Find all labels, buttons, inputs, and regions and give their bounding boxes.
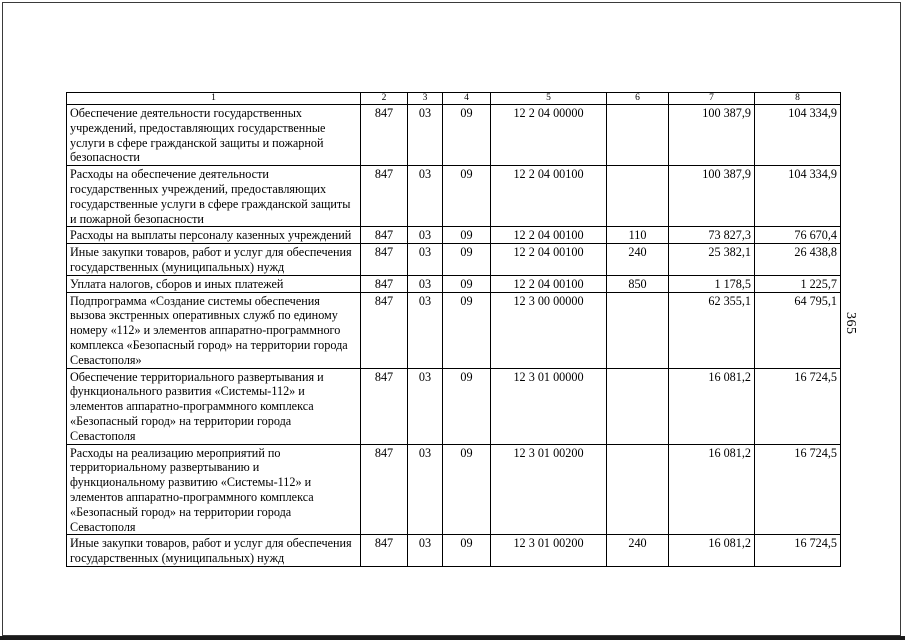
grbs-code: 847 xyxy=(361,227,408,244)
target-article-code: 12 3 01 00200 xyxy=(491,535,607,567)
amount-year-2: 104 334,9 xyxy=(755,105,841,166)
item-name: Обеспечение деятельности государственных учреждений, предоставляющих государственные услуги в сфере гражданской защиты и пожарной безопасности xyxy=(67,105,361,166)
table-body xyxy=(67,105,841,567)
subsection-code: 09 xyxy=(443,244,491,276)
table-row xyxy=(67,368,841,444)
subsection-code: 09 xyxy=(443,166,491,227)
amount-year-1: 100 387,9 xyxy=(669,105,755,166)
page-number: 365 xyxy=(843,312,858,335)
target-article-code: 12 2 04 00100 xyxy=(491,166,607,227)
target-article-code: 12 3 01 00200 xyxy=(491,444,607,535)
section-code: 03 xyxy=(408,244,443,276)
column-header: 7 xyxy=(669,93,755,105)
scan-edge xyxy=(0,636,905,640)
table-row xyxy=(67,292,841,368)
amount-year-1: 73 827,3 xyxy=(669,227,755,244)
amount-year-2: 104 334,9 xyxy=(755,166,841,227)
grbs-code: 847 xyxy=(361,166,408,227)
table-row xyxy=(67,105,841,166)
expense-type-code xyxy=(607,444,669,535)
table-row xyxy=(67,275,841,292)
grbs-code: 847 xyxy=(361,105,408,166)
grbs-code: 847 xyxy=(361,275,408,292)
table-row xyxy=(67,227,841,244)
target-article-code: 12 2 04 00000 xyxy=(491,105,607,166)
amount-year-2: 16 724,5 xyxy=(755,368,841,444)
budget-table xyxy=(66,92,841,567)
expense-type-code xyxy=(607,368,669,444)
subsection-code: 09 xyxy=(443,105,491,166)
expense-type-code: 110 xyxy=(607,227,669,244)
amount-year-1: 25 382,1 xyxy=(669,244,755,276)
item-name: Уплата налогов, сборов и иных платежей xyxy=(67,275,361,292)
section-code: 03 xyxy=(408,535,443,567)
subsection-code: 09 xyxy=(443,275,491,292)
item-name: Иные закупки товаров, работ и услуг для обеспечения государственных (муниципальных) нужд xyxy=(67,244,361,276)
column-header: 6 xyxy=(607,93,669,105)
amount-year-1: 1 178,5 xyxy=(669,275,755,292)
amount-year-2: 64 795,1 xyxy=(755,292,841,368)
grbs-code: 847 xyxy=(361,535,408,567)
column-header: 8 xyxy=(755,93,841,105)
amount-year-1: 16 081,2 xyxy=(669,368,755,444)
column-header: 1 xyxy=(67,93,361,105)
amount-year-2: 16 724,5 xyxy=(755,444,841,535)
subsection-code: 09 xyxy=(443,227,491,244)
target-article-code: 12 3 01 00000 xyxy=(491,368,607,444)
column-header: 2 xyxy=(361,93,408,105)
expense-type-code: 240 xyxy=(607,535,669,567)
grbs-code: 847 xyxy=(361,368,408,444)
amount-year-1: 100 387,9 xyxy=(669,166,755,227)
grbs-code: 847 xyxy=(361,244,408,276)
table-row xyxy=(67,444,841,535)
subsection-code: 09 xyxy=(443,535,491,567)
expense-type-code xyxy=(607,105,669,166)
amount-year-2: 1 225,7 xyxy=(755,275,841,292)
item-name: Подпрограмма «Создание системы обеспечения вызова экстренных оперативных служб по единому номеру «112» и элементов аппаратно-программного комплекса «Безопасный город» на территории города Севастополя» xyxy=(67,292,361,368)
column-header: 5 xyxy=(491,93,607,105)
table-row xyxy=(67,166,841,227)
grbs-code: 847 xyxy=(361,444,408,535)
target-article-code: 12 3 00 00000 xyxy=(491,292,607,368)
table-row xyxy=(67,535,841,567)
column-header: 4 xyxy=(443,93,491,105)
grbs-code: 847 xyxy=(361,292,408,368)
expense-type-code xyxy=(607,166,669,227)
amount-year-2: 16 724,5 xyxy=(755,535,841,567)
item-name: Расходы на обеспечение деятельности государственных учреждений, предоставляющих государственные услуги в сфере гражданской защиты и пожарной безопасности xyxy=(67,166,361,227)
target-article-code: 12 2 04 00100 xyxy=(491,275,607,292)
amount-year-2: 76 670,4 xyxy=(755,227,841,244)
subsection-code: 09 xyxy=(443,292,491,368)
subsection-code: 09 xyxy=(443,444,491,535)
header-row xyxy=(67,93,841,105)
table-row xyxy=(67,244,841,276)
section-code: 03 xyxy=(408,275,443,292)
expense-type-code xyxy=(607,292,669,368)
target-article-code: 12 2 04 00100 xyxy=(491,244,607,276)
section-code: 03 xyxy=(408,368,443,444)
amount-year-1: 62 355,1 xyxy=(669,292,755,368)
target-article-code: 12 2 04 00100 xyxy=(491,227,607,244)
section-code: 03 xyxy=(408,105,443,166)
column-header: 3 xyxy=(408,93,443,105)
section-code: 03 xyxy=(408,166,443,227)
item-name: Иные закупки товаров, работ и услуг для обеспечения государственных (муниципальных) нужд xyxy=(67,535,361,567)
amount-year-1: 16 081,2 xyxy=(669,444,755,535)
item-name: Обеспечение территориального развертывания и функционального развития «Системы-112» и элементов аппаратно-программного комплекса «Безопасный город» на территории города Севастополя xyxy=(67,368,361,444)
expense-type-code: 850 xyxy=(607,275,669,292)
amount-year-1: 16 081,2 xyxy=(669,535,755,567)
section-code: 03 xyxy=(408,444,443,535)
item-name: Расходы на выплаты персоналу казенных учреждений xyxy=(67,227,361,244)
item-name: Расходы на реализацию мероприятий по территориальному развертыванию и функциональному развитию «Системы-112» и элементов аппаратно-программного комплекса «Безопасный город» на территории города Севастополя xyxy=(67,444,361,535)
amount-year-2: 26 438,8 xyxy=(755,244,841,276)
section-code: 03 xyxy=(408,292,443,368)
expense-type-code: 240 xyxy=(607,244,669,276)
section-code: 03 xyxy=(408,227,443,244)
subsection-code: 09 xyxy=(443,368,491,444)
